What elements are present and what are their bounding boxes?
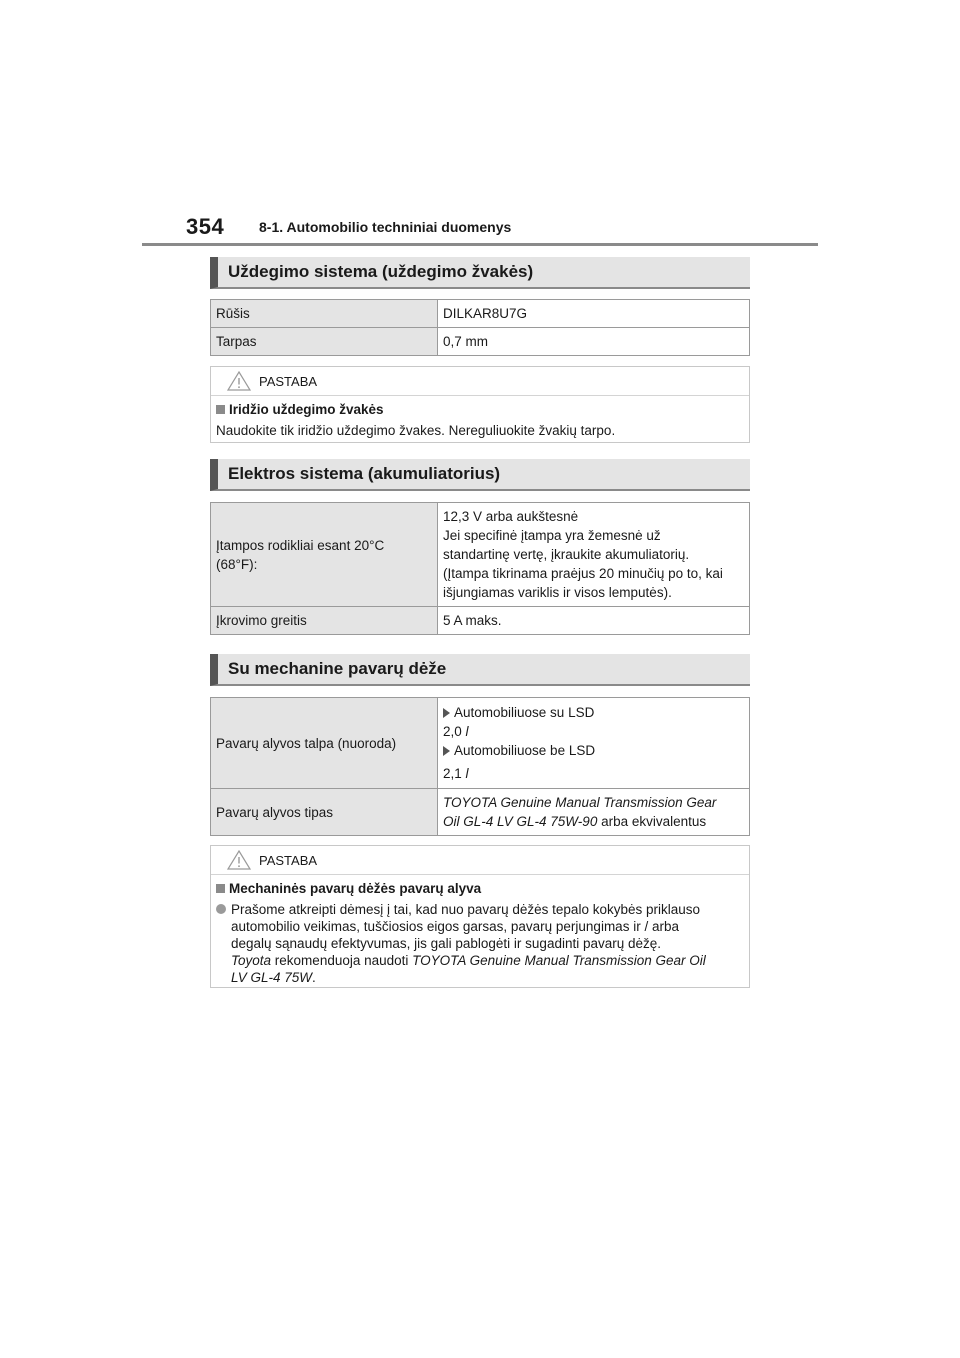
voltage-line: išjungiamas variklis ir visos lemputės).	[443, 585, 672, 600]
header-divider	[142, 243, 818, 246]
oil-type-line: TOYOTA Genuine Manual Transmission Gear	[443, 795, 717, 810]
unit-label: l	[465, 766, 469, 781]
electrical-spec-table	[210, 502, 750, 635]
arrow-right-icon	[443, 746, 450, 756]
row-value: DILKAR8U7G	[438, 300, 750, 328]
capacity-value: 2,0	[443, 724, 462, 739]
notice-line: rekomenduoja naudoti	[271, 953, 413, 968]
warning-icon	[227, 371, 251, 391]
row-value	[438, 698, 750, 789]
table-row	[211, 300, 750, 328]
variant-label: Automobiliuose be LSD	[454, 743, 596, 758]
row-label: Pavarų alyvos talpa (nuoroda)	[211, 698, 438, 789]
notice-line: automobilio veikimas, tuščiosios eigos garsas, pavarų perjungimas ir / arba	[231, 919, 679, 934]
notice-box-gear-oil	[210, 845, 750, 988]
notice-label: PASTABA	[259, 374, 318, 389]
row-value: 5 A maks.	[438, 607, 750, 635]
voltage-line: Jei specifinė įtampa yra žemesnė už	[443, 528, 661, 543]
arrow-right-icon	[443, 708, 450, 718]
table-row	[211, 789, 750, 836]
oil-type-suffix: arba ekvivalentus	[597, 814, 707, 829]
table-row	[211, 503, 750, 607]
brand-name: Toyota	[231, 953, 272, 968]
circle-bullet-icon	[216, 904, 226, 914]
notice-title: Iridžio uždegimo žvakės	[229, 402, 384, 417]
notice-text	[231, 901, 706, 986]
square-bullet-icon	[216, 405, 225, 414]
square-bullet-icon	[216, 884, 225, 893]
ignition-spec-table	[210, 299, 750, 356]
chapter-title: 8-1. Automobilio techniniai duomenys	[259, 219, 512, 235]
row-value: 0,7 mm	[438, 328, 750, 356]
notice-text: Naudokite tik iridžio uždegimo žvakes. Nereguliuokite žvakių tarpo.	[216, 423, 616, 438]
table-row	[211, 607, 750, 635]
voltage-line: 12,3 V arba aukštesnė	[443, 509, 579, 524]
page-header	[0, 0, 960, 250]
section-title: Uždegimo sistema (uždegimo žvakės)	[228, 262, 534, 281]
notice-header	[211, 367, 749, 396]
row-label: Įkrovimo greitis	[211, 607, 438, 635]
product-name: LV GL-4 75W	[231, 970, 313, 985]
section-heading-ignition	[210, 257, 750, 289]
variant-label: Automobiliuose su LSD	[454, 705, 595, 720]
warning-icon	[227, 850, 251, 870]
notice-box-spark-plugs	[210, 366, 750, 443]
manual-spec-table	[210, 697, 750, 836]
section-heading-manual-transmission	[210, 654, 750, 686]
voltage-line: standartinę vertę, įkraukite akumuliatorių.	[443, 547, 690, 562]
notice-line: degalų sąnaudų efektyvumas, jis gali pablogėti ir sugadinti pavarų dėžę.	[231, 936, 662, 951]
section-title: Su mechanine pavarų dėže	[228, 659, 447, 678]
notice-header	[211, 846, 749, 875]
table-row	[211, 698, 750, 789]
section-heading-electrical	[210, 459, 750, 491]
notice-title: Mechaninės pavarų dėžės pavarų alyva	[229, 881, 482, 896]
product-name: TOYOTA Genuine Manual Transmission Gear Oil	[412, 953, 706, 968]
capacity-value: 2,1	[443, 766, 462, 781]
voltage-label-line: Įtampos rodikliai esant 20°C	[216, 537, 385, 553]
unit-label: l	[465, 724, 469, 739]
section-title: Elektros sistema (akumuliatorius)	[228, 464, 501, 483]
row-label: Pavarų alyvos tipas	[211, 789, 438, 836]
row-value	[438, 503, 750, 607]
page-number: 354	[186, 214, 225, 239]
row-label: Tarpas	[211, 328, 438, 356]
voltage-line: (Įtampa tikrinama praėjus 20 minučių po to, kai	[443, 566, 723, 581]
notice-line: Prašome atkreipti dėmesį į tai, kad nuo pavarų dėžės tepalo kokybės priklauso	[231, 902, 700, 917]
voltage-label-line: (68°F):	[216, 556, 258, 572]
table-row	[211, 328, 750, 356]
row-value	[438, 789, 750, 836]
notice-line: .	[312, 970, 316, 985]
row-label	[211, 503, 438, 607]
oil-type-line: Oil GL-4 LV GL-4 75W-90	[443, 814, 598, 829]
notice-label: PASTABA	[259, 853, 318, 868]
row-label: Rūšis	[211, 300, 438, 328]
